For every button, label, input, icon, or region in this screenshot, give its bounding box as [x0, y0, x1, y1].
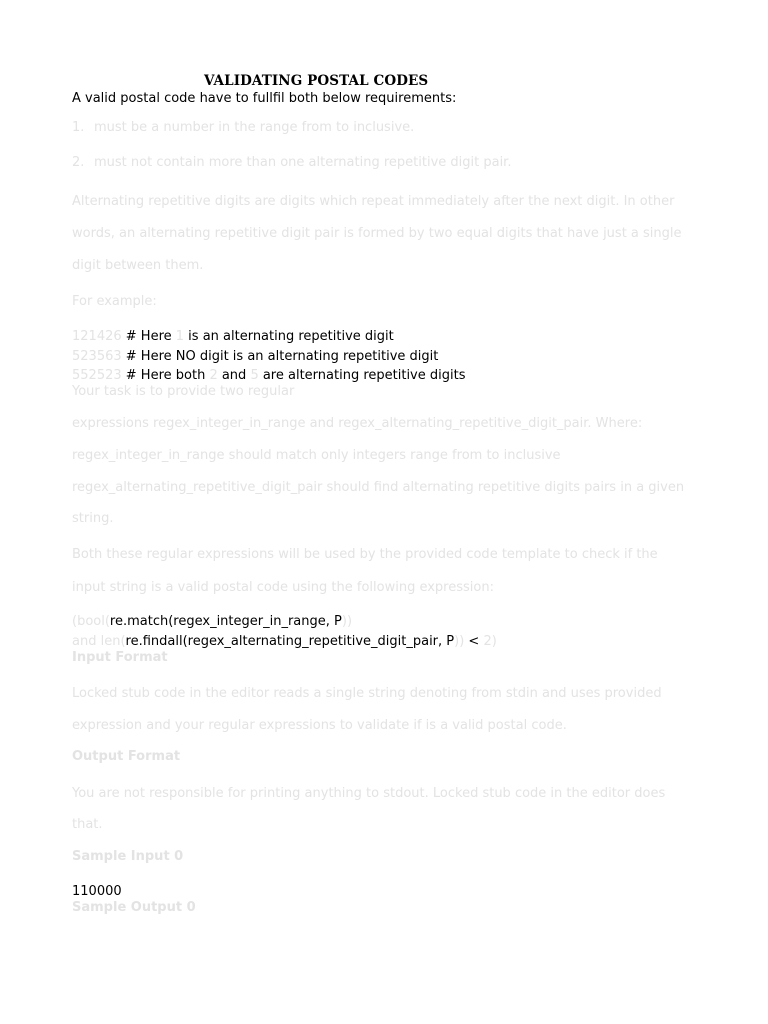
requirement-number: 2.: [72, 155, 85, 170]
output-format-line: that.: [72, 817, 103, 832]
task-line: expressions regex_integer_in_range and regex_alternating_repetitive_digit_pair. Where:: [72, 416, 643, 431]
expression-suffix: )): [341, 614, 353, 629]
task-line: Your task is to provide two regular: [72, 384, 295, 399]
output-format-heading: Output Format: [72, 749, 181, 764]
expression-line: [72, 614, 352, 629]
expression-line: [72, 634, 497, 649]
requirement-item: [72, 155, 511, 170]
for-example-label: For example:: [72, 294, 157, 309]
example-digit: 2: [209, 368, 222, 383]
task-line: regex_integer_in_range should match only integers range from to inclusive: [72, 448, 561, 463]
requirement-number: 1.: [72, 120, 85, 135]
input-format-line: expression and your regular expressions to validate if is a valid postal code.: [72, 718, 567, 733]
expression-prefix: (bool(: [72, 614, 110, 629]
example-number: 552523: [72, 368, 122, 383]
example-line: [72, 329, 394, 344]
expression-suffix: 2): [479, 634, 497, 649]
input-format-heading: Input Format: [72, 650, 168, 665]
page-title: VALIDATING POSTAL CODES: [204, 73, 429, 89]
description-line: digit between them.: [72, 258, 204, 273]
example-digit: 1: [175, 329, 189, 344]
intro-text: A valid postal code have to fullfil both below requirements:: [72, 91, 457, 106]
example-comment: # Here: [121, 329, 176, 344]
requirement-text: must be a number in the range from to inclusive.: [94, 120, 415, 135]
sample-input-heading: Sample Input 0: [72, 849, 184, 864]
usage-line: Both these regular expressions will be used by the provided code template to check if the: [72, 547, 658, 562]
example-number: 523563: [72, 349, 122, 364]
example-digit: 5: [250, 368, 263, 383]
example-comment: # Here NO digit is an alternating repetitive digit: [121, 349, 439, 364]
example-comment: are alternating repetitive digits: [262, 368, 466, 383]
sample-output-heading: Sample Output 0: [72, 900, 196, 915]
example-comment: # Here both: [121, 368, 210, 383]
description-line: Alternating repetitive digits are digits which repeat immediately after the next digit. In other: [72, 194, 675, 209]
example-line: [72, 368, 465, 383]
task-line: regex_alternating_repetitive_digit_pair should find alternating repetitive digits pairs in a given: [72, 480, 685, 495]
task-line: string.: [72, 511, 114, 526]
expression-code: re.match(regex_integer_in_range, P: [109, 614, 342, 629]
output-format-line: You are not responsible for printing anything to stdout. Locked stub code in the editor does: [72, 786, 666, 801]
example-number: 121426: [72, 329, 122, 344]
requirement-item: [72, 120, 414, 135]
requirement-text: must not contain more than one alternating repetitive digit pair.: [94, 155, 512, 170]
expression-operator: <: [468, 634, 480, 649]
example-line: [72, 349, 438, 364]
expression-mid: )): [454, 634, 469, 649]
expression-code: re.findall(regex_alternating_repetitive_digit_pair, P: [125, 634, 455, 649]
input-format-line: Locked stub code in the editor reads a single string denoting from stdin and uses provided: [72, 686, 662, 701]
example-comment: is an alternating repetitive digit: [188, 329, 394, 344]
example-comment: and: [221, 368, 251, 383]
usage-line: input string is a valid postal code using the following expression:: [72, 580, 494, 595]
sample-input-value: 110000: [72, 884, 122, 899]
expression-prefix: and len(: [72, 634, 126, 649]
description-line: words, an alternating repetitive digit pair is formed by two equal digits that have just a single: [72, 226, 682, 241]
